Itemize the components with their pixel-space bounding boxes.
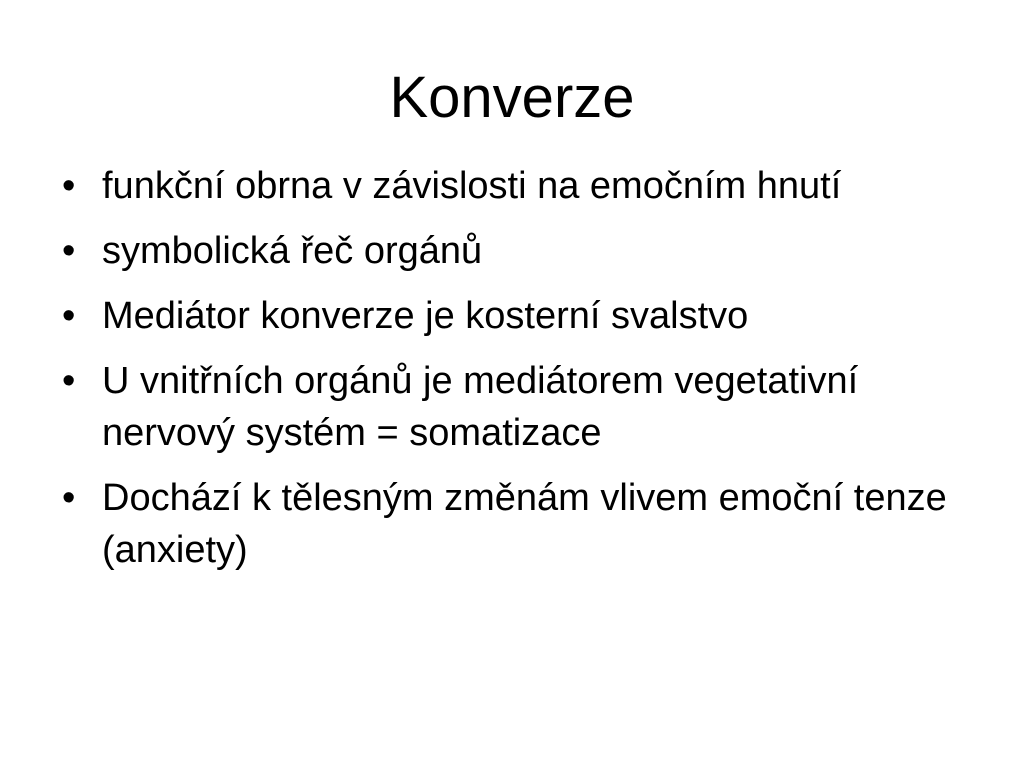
slide-title: Konverze xyxy=(389,65,635,130)
bullet-text: Dochází k tělesným změnám vlivem emoční tenze (anxiety) xyxy=(102,477,947,571)
bullet-item xyxy=(56,290,956,342)
bullet-icon: • xyxy=(62,477,76,519)
bullet-text: Mediátor konverze je kosterní svalstvo xyxy=(102,295,749,337)
bullet-icon: • xyxy=(62,295,76,337)
bullet-item xyxy=(56,160,956,212)
bullet-text: funkční obrna v závislosti na emočním hnutí xyxy=(102,165,842,207)
bullet-item xyxy=(56,355,956,459)
bullet-icon: • xyxy=(62,165,76,207)
bullet-item xyxy=(56,225,956,277)
bullet-text: U vnitřních orgánů je mediátorem vegetativní nervový systém = somatizace xyxy=(102,360,859,454)
bullet-icon: • xyxy=(62,230,76,272)
bullet-list xyxy=(56,160,956,589)
bullet-item xyxy=(56,472,956,576)
bullet-text: symbolická řeč orgánů xyxy=(102,230,483,272)
bullet-icon: • xyxy=(62,360,76,402)
